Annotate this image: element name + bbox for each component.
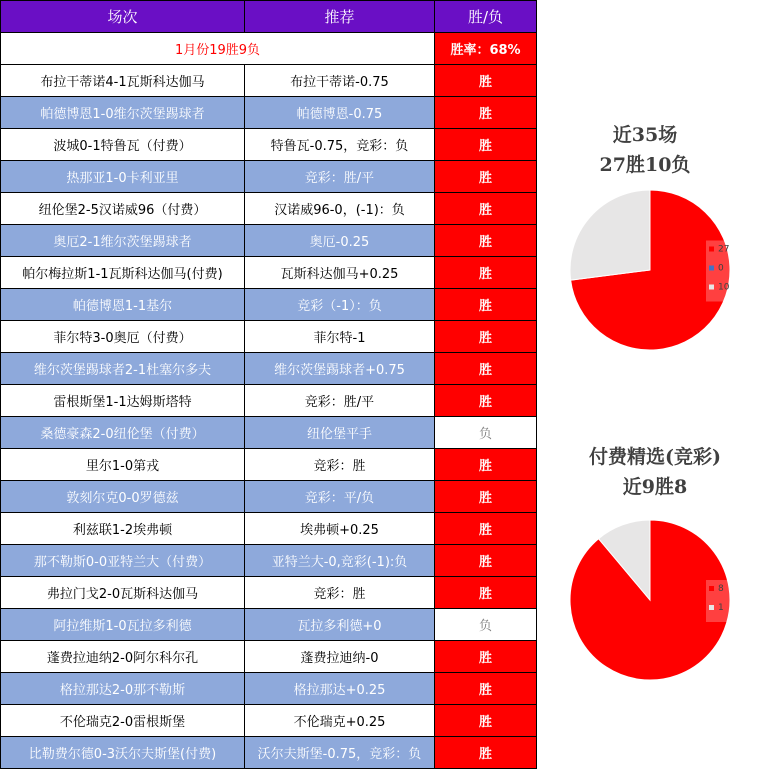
table-row	[1, 545, 537, 577]
pick-cell: 瓦斯科达伽马+0.25	[245, 257, 435, 289]
table-row	[1, 129, 537, 161]
result-cell: 胜	[435, 129, 537, 161]
match-cell: 纽伦堡2-5汉诺威96（付费）	[1, 193, 245, 225]
match-cell: 弗拉门戈2-0瓦斯科达伽马	[1, 577, 245, 609]
result-cell: 胜	[435, 545, 537, 577]
win-rate: 胜率：68%	[435, 33, 537, 65]
legend-label-2-0: 8	[718, 584, 724, 594]
result-cell: 胜	[435, 225, 537, 257]
pick-cell: 埃弗顿+0.25	[245, 513, 435, 545]
match-cell: 利兹联1-2埃弗顿	[1, 513, 245, 545]
match-cell: 帕尔梅拉斯1-1瓦斯科达伽马(付费)	[1, 257, 245, 289]
chart2-title-line2: 近9胜8	[622, 476, 688, 498]
pick-cell: 奥厄-0.25	[245, 225, 435, 257]
result-cell: 胜	[435, 65, 537, 97]
table-row	[1, 161, 537, 193]
pick-cell: 亚特兰大-0,竞彩(-1):负	[245, 545, 435, 577]
table-row	[1, 193, 537, 225]
pick-cell: 菲尔特-1	[245, 321, 435, 353]
match-cell: 那不勒斯0-0亚特兰大（付费）	[1, 545, 245, 577]
table-row	[1, 737, 537, 769]
result-cell: 胜	[435, 673, 537, 705]
match-cell: 波城0-1特鲁瓦（付费）	[1, 129, 245, 161]
match-cell: 帕德博恩1-0维尔茨堡踢球者	[1, 97, 245, 129]
table-row	[1, 65, 537, 97]
result-cell: 胜	[435, 353, 537, 385]
table-row	[1, 321, 537, 353]
table-row	[1, 257, 537, 289]
pick-cell: 格拉那达+0.25	[245, 673, 435, 705]
pick-cell: 竞彩：平/负	[245, 481, 435, 513]
match-cell: 蓬费拉迪纳2-0阿尔科尔孔	[1, 641, 245, 673]
header-result: 胜/负	[435, 1, 537, 33]
match-cell: 奥厄2-1维尔茨堡踢球者	[1, 225, 245, 257]
header-pick: 推荐	[245, 1, 435, 33]
match-cell: 不伦瑞克2-0雷根斯堡	[1, 705, 245, 737]
result-cell: 胜	[435, 257, 537, 289]
legend-label-2-1: 1	[718, 603, 724, 613]
table-row	[1, 385, 537, 417]
chart1-title-line2: 27胜10负	[599, 154, 691, 176]
result-cell: 胜	[435, 385, 537, 417]
table-header-row	[1, 1, 537, 33]
result-cell: 胜	[435, 737, 537, 769]
match-cell: 阿拉维斯1-0瓦拉多利德	[1, 609, 245, 641]
pie-chart-paid	[560, 515, 760, 695]
monthly-summary: 1月份19胜9负	[1, 33, 435, 65]
pie-slice-1-2	[570, 190, 650, 280]
chart1-title-line1: 近35场	[612, 124, 678, 146]
summary-row	[1, 33, 537, 65]
pick-cell: 纽伦堡平手	[245, 417, 435, 449]
result-cell: 胜	[435, 705, 537, 737]
pie-chart-recent	[560, 185, 760, 365]
legend-swatch-1-1	[709, 266, 714, 271]
chart2-title	[560, 442, 750, 502]
result-cell: 胜	[435, 193, 537, 225]
pick-cell: 蓬费拉迪纳-0	[245, 641, 435, 673]
table-row	[1, 705, 537, 737]
match-cell: 格拉那达2-0那不勒斯	[1, 673, 245, 705]
table-row	[1, 289, 537, 321]
table-row	[1, 97, 537, 129]
result-cell: 胜	[435, 641, 537, 673]
legend-label-1-2: 10	[718, 282, 730, 293]
result-cell: 胜	[435, 449, 537, 481]
match-cell: 菲尔特3-0奥厄（付费）	[1, 321, 245, 353]
match-cell: 敦刻尔克0-0罗德兹	[1, 481, 245, 513]
pick-cell: 竞彩（-1）：负	[245, 289, 435, 321]
result-cell: 胜	[435, 161, 537, 193]
table-row	[1, 513, 537, 545]
legend-label-1-1: 0	[718, 263, 724, 274]
table-row	[1, 609, 537, 641]
table-row	[1, 353, 537, 385]
pick-cell: 布拉干蒂诺-0.75	[245, 65, 435, 97]
chart1-title	[570, 120, 720, 180]
pick-cell: 沃尔夫斯堡-0.75，竞彩：负	[245, 737, 435, 769]
table-row	[1, 641, 537, 673]
result-cell: 胜	[435, 97, 537, 129]
table-row	[1, 225, 537, 257]
legend-swatch-1-2	[709, 285, 714, 290]
result-cell: 胜	[435, 289, 537, 321]
legend-label-1-0: 27	[718, 244, 730, 255]
table-row	[1, 481, 537, 513]
pick-cell: 维尔茨堡踢球者+0.75	[245, 353, 435, 385]
table-row	[1, 673, 537, 705]
pick-cell: 竞彩：胜	[245, 577, 435, 609]
header-match: 场次	[1, 1, 245, 33]
match-cell: 桑德豪森2-0纽伦堡（付费）	[1, 417, 245, 449]
match-cell: 帕德博恩1-1基尔	[1, 289, 245, 321]
legend-swatch-1-0	[709, 247, 714, 252]
result-cell: 负	[435, 417, 537, 449]
result-cell: 胜	[435, 577, 537, 609]
match-cell: 维尔茨堡踢球者2-1杜塞尔多夫	[1, 353, 245, 385]
result-cell: 胜	[435, 481, 537, 513]
match-cell: 布拉干蒂诺4-1瓦斯科达伽马	[1, 65, 245, 97]
chart2-title-line1: 付费精选(竞彩)	[589, 446, 721, 468]
pick-cell: 汉诺威96-0，(-1)：负	[245, 193, 435, 225]
match-cell: 比勒费尔德0-3沃尔夫斯堡(付费)	[1, 737, 245, 769]
pick-cell: 竞彩：胜/平	[245, 385, 435, 417]
pick-cell: 竞彩：胜/平	[245, 161, 435, 193]
table-row	[1, 449, 537, 481]
pick-cell: 不伦瑞克+0.25	[245, 705, 435, 737]
pick-cell: 帕德博恩-0.75	[245, 97, 435, 129]
pick-cell: 瓦拉多利德+0	[245, 609, 435, 641]
pick-cell: 竞彩：胜	[245, 449, 435, 481]
legend-swatch-2-0	[709, 586, 714, 591]
match-cell: 雷根斯堡1-1达姆斯塔特	[1, 385, 245, 417]
pick-cell: 特鲁瓦-0.75，竞彩：负	[245, 129, 435, 161]
legend-swatch-2-1	[709, 605, 714, 610]
match-cell: 热那亚1-0卡利亚里	[1, 161, 245, 193]
result-cell: 负	[435, 609, 537, 641]
table-row	[1, 417, 537, 449]
match-cell: 里尔1-0第戎	[1, 449, 245, 481]
table-row	[1, 577, 537, 609]
result-cell: 胜	[435, 321, 537, 353]
result-cell: 胜	[435, 513, 537, 545]
